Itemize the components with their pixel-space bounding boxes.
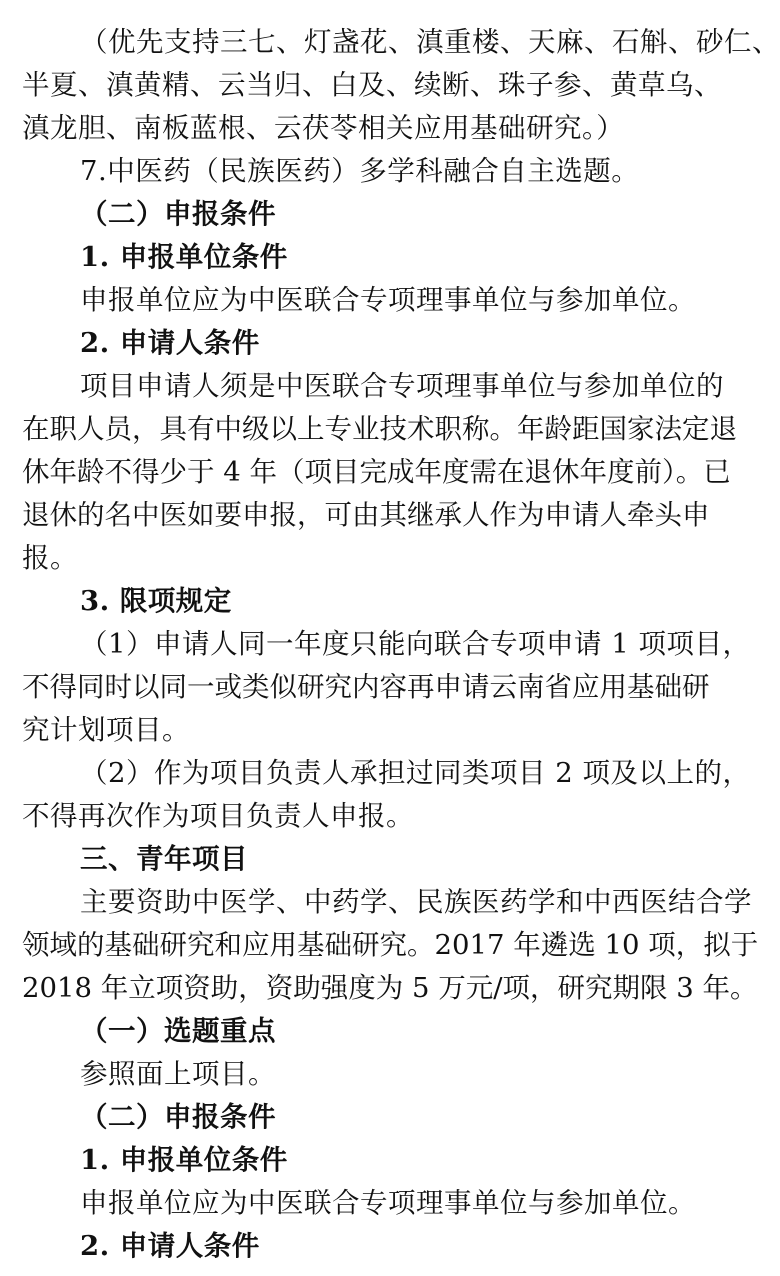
body-text-line: （1）申请人同一年度只能向联合专项申请 1 项项目，: [80, 628, 751, 660]
body-text-line: 参照面上项目。: [80, 1058, 276, 1090]
body-text-line: 滇龙胆、南板蓝根、云茯苓相关应用基础研究。）: [22, 112, 625, 144]
body-text-line: 半夏、滇黄精、云当归、白及、续断、珠子参、黄草乌、: [22, 69, 722, 101]
body-text-line: 领域的基础研究和应用基础研究。2017 年遴选 10 项，拟于: [22, 929, 759, 961]
body-text-line: 休年龄不得少于 4 年（项目完成年度需在退休年度前）。已: [22, 456, 731, 488]
body-text-line: （优先支持三七、灯盏花、滇重楼、天麻、石斛、砂仁、: [80, 26, 780, 58]
body-text-line: 不得再次作为项目负责人申报。: [22, 800, 414, 832]
body-text-line: 申报单位应为中医联合专项理事单位与参加单位。: [80, 1187, 696, 1219]
body-text-line: 7.中医药（民族医药）多学科融合自主选题。: [80, 155, 640, 187]
body-text-line: 2018 年立项资助，资助强度为 5 万元/项，研究期限 3 年。: [22, 972, 758, 1004]
body-text-line: 报。: [22, 542, 78, 574]
subsection-heading: 1. 申报单位条件: [80, 241, 288, 273]
body-text-line: （2）作为项目负责人承担过同类项目 2 项及以上的，: [80, 757, 751, 789]
body-text-line: 主要资助中医学、中药学、民族医药学和中西医结合学: [80, 886, 752, 918]
subsection-heading: 3. 限项规定: [80, 585, 232, 617]
body-text-line: 在职人员，具有中级以上专业技术职称。年龄距国家法定退: [22, 413, 737, 445]
subsection-heading: 2. 申请人条件: [80, 1230, 260, 1262]
subsection-heading: 1. 申报单位条件: [80, 1144, 288, 1176]
body-text-line: 究计划项目。: [22, 714, 190, 746]
body-text-line: 申报单位应为中医联合专项理事单位与参加单位。: [80, 284, 696, 316]
body-text-line: 不得同时以同一或类似研究内容再申请云南省应用基础研: [22, 671, 710, 703]
section-heading: （一）选题重点: [80, 1015, 276, 1047]
subsection-heading: 2. 申请人条件: [80, 327, 260, 359]
body-text-line: 项目申请人须是中医联合专项理事单位与参加单位的: [80, 370, 724, 402]
section-heading: （二）申报条件: [80, 198, 276, 230]
section-heading: 三、青年项目: [80, 843, 248, 875]
body-text-line: 退休的名中医如要申报，可由其继承人作为申请人牵头申: [22, 499, 710, 531]
section-heading: （二）申报条件: [80, 1101, 276, 1133]
